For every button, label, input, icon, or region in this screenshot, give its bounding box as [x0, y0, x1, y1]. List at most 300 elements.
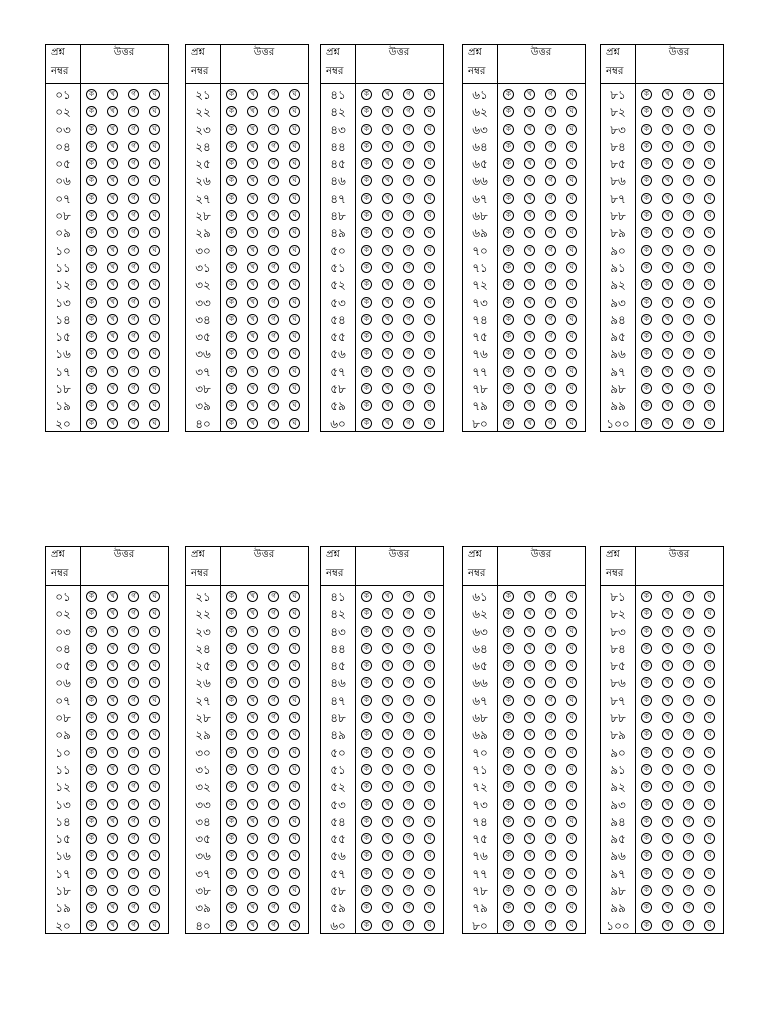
answer-bubble[interactable]: ঘ: [289, 227, 300, 238]
answer-bubble[interactable]: গ: [128, 141, 139, 152]
answer-bubble[interactable]: ক: [641, 764, 652, 775]
answer-bubble[interactable]: ক: [503, 89, 514, 100]
answer-bubble[interactable]: খ: [662, 799, 673, 810]
answer-bubble[interactable]: খ: [662, 729, 673, 740]
answer-bubble[interactable]: গ: [545, 643, 556, 654]
answer-bubble[interactable]: খ: [107, 210, 118, 221]
answer-bubble[interactable]: খ: [524, 591, 535, 602]
answer-bubble[interactable]: গ: [268, 297, 279, 308]
answer-bubble[interactable]: গ: [683, 314, 694, 325]
answer-bubble[interactable]: খ: [524, 262, 535, 273]
answer-bubble[interactable]: গ: [268, 695, 279, 706]
answer-bubble[interactable]: খ: [524, 608, 535, 619]
answer-bubble[interactable]: ঘ: [566, 348, 577, 359]
answer-bubble[interactable]: ক: [226, 245, 237, 256]
answer-bubble[interactable]: ঘ: [424, 210, 435, 221]
answer-bubble[interactable]: ক: [641, 816, 652, 827]
answer-bubble[interactable]: ক: [361, 920, 372, 931]
answer-bubble[interactable]: গ: [128, 764, 139, 775]
answer-bubble[interactable]: ক: [86, 920, 97, 931]
answer-bubble[interactable]: গ: [403, 729, 414, 740]
answer-bubble[interactable]: খ: [382, 695, 393, 706]
answer-bubble[interactable]: খ: [247, 383, 258, 394]
answer-bubble[interactable]: ক: [503, 400, 514, 411]
answer-bubble[interactable]: ক: [503, 833, 514, 844]
answer-bubble[interactable]: ঘ: [424, 366, 435, 377]
answer-bubble[interactable]: গ: [545, 868, 556, 879]
answer-bubble[interactable]: খ: [382, 591, 393, 602]
answer-bubble[interactable]: ঘ: [149, 660, 160, 671]
answer-bubble[interactable]: ঘ: [704, 331, 715, 342]
answer-bubble[interactable]: খ: [247, 764, 258, 775]
answer-bubble[interactable]: ঘ: [289, 764, 300, 775]
answer-bubble[interactable]: গ: [403, 106, 414, 117]
answer-bubble[interactable]: খ: [107, 348, 118, 359]
answer-bubble[interactable]: গ: [268, 279, 279, 290]
answer-bubble[interactable]: গ: [128, 677, 139, 688]
answer-bubble[interactable]: ঘ: [149, 608, 160, 619]
answer-bubble[interactable]: খ: [107, 383, 118, 394]
answer-bubble[interactable]: ঘ: [704, 660, 715, 671]
answer-bubble[interactable]: খ: [662, 833, 673, 844]
answer-bubble[interactable]: গ: [545, 695, 556, 706]
answer-bubble[interactable]: গ: [128, 262, 139, 273]
answer-bubble[interactable]: খ: [247, 331, 258, 342]
answer-bubble[interactable]: খ: [247, 124, 258, 135]
answer-bubble[interactable]: ক: [86, 124, 97, 135]
answer-bubble[interactable]: ক: [641, 799, 652, 810]
answer-bubble[interactable]: গ: [268, 920, 279, 931]
answer-bubble[interactable]: ঘ: [424, 868, 435, 879]
answer-bubble[interactable]: খ: [662, 279, 673, 290]
answer-bubble[interactable]: গ: [403, 175, 414, 186]
answer-bubble[interactable]: ঘ: [566, 245, 577, 256]
answer-bubble[interactable]: ক: [226, 781, 237, 792]
answer-bubble[interactable]: ক: [86, 833, 97, 844]
answer-bubble[interactable]: গ: [683, 712, 694, 723]
answer-bubble[interactable]: খ: [107, 245, 118, 256]
answer-bubble[interactable]: খ: [247, 591, 258, 602]
answer-bubble[interactable]: ক: [503, 920, 514, 931]
answer-bubble[interactable]: ক: [361, 193, 372, 204]
answer-bubble[interactable]: ক: [361, 626, 372, 637]
answer-bubble[interactable]: খ: [247, 885, 258, 896]
answer-bubble[interactable]: গ: [545, 124, 556, 135]
answer-bubble[interactable]: ক: [361, 262, 372, 273]
answer-bubble[interactable]: গ: [403, 89, 414, 100]
answer-bubble[interactable]: গ: [128, 175, 139, 186]
answer-bubble[interactable]: ক: [641, 626, 652, 637]
answer-bubble[interactable]: খ: [524, 816, 535, 827]
answer-bubble[interactable]: ঘ: [424, 799, 435, 810]
answer-bubble[interactable]: ঘ: [566, 920, 577, 931]
answer-bubble[interactable]: গ: [683, 695, 694, 706]
answer-bubble[interactable]: গ: [268, 677, 279, 688]
answer-bubble[interactable]: ঘ: [424, 850, 435, 861]
answer-bubble[interactable]: খ: [382, 383, 393, 394]
answer-bubble[interactable]: ক: [503, 902, 514, 913]
answer-bubble[interactable]: খ: [107, 920, 118, 931]
answer-bubble[interactable]: খ: [107, 868, 118, 879]
answer-bubble[interactable]: ঘ: [149, 677, 160, 688]
answer-bubble[interactable]: ক: [226, 297, 237, 308]
answer-bubble[interactable]: গ: [128, 902, 139, 913]
answer-bubble[interactable]: গ: [128, 297, 139, 308]
answer-bubble[interactable]: গ: [268, 799, 279, 810]
answer-bubble[interactable]: খ: [382, 210, 393, 221]
answer-bubble[interactable]: গ: [545, 175, 556, 186]
answer-bubble[interactable]: ক: [641, 210, 652, 221]
answer-bubble[interactable]: খ: [524, 729, 535, 740]
answer-bubble[interactable]: গ: [268, 314, 279, 325]
answer-bubble[interactable]: খ: [662, 193, 673, 204]
answer-bubble[interactable]: ঘ: [149, 643, 160, 654]
answer-bubble[interactable]: গ: [545, 383, 556, 394]
answer-bubble[interactable]: খ: [662, 660, 673, 671]
answer-bubble[interactable]: ঘ: [704, 591, 715, 602]
answer-bubble[interactable]: গ: [128, 158, 139, 169]
answer-bubble[interactable]: গ: [545, 262, 556, 273]
answer-bubble[interactable]: ঘ: [566, 124, 577, 135]
answer-bubble[interactable]: ঘ: [149, 124, 160, 135]
answer-bubble[interactable]: গ: [545, 920, 556, 931]
answer-bubble[interactable]: খ: [662, 902, 673, 913]
answer-bubble[interactable]: খ: [382, 799, 393, 810]
answer-bubble[interactable]: ঘ: [149, 799, 160, 810]
answer-bubble[interactable]: ঘ: [289, 833, 300, 844]
answer-bubble[interactable]: ক: [503, 660, 514, 671]
answer-bubble[interactable]: খ: [662, 747, 673, 758]
answer-bubble[interactable]: গ: [128, 885, 139, 896]
answer-bubble[interactable]: ঘ: [566, 747, 577, 758]
answer-bubble[interactable]: খ: [662, 210, 673, 221]
answer-bubble[interactable]: ঘ: [424, 712, 435, 723]
answer-bubble[interactable]: ক: [361, 868, 372, 879]
answer-bubble[interactable]: খ: [247, 729, 258, 740]
answer-bubble[interactable]: ক: [503, 695, 514, 706]
answer-bubble[interactable]: গ: [545, 850, 556, 861]
answer-bubble[interactable]: ঘ: [289, 383, 300, 394]
answer-bubble[interactable]: খ: [247, 193, 258, 204]
answer-bubble[interactable]: খ: [107, 885, 118, 896]
answer-bubble[interactable]: ক: [641, 227, 652, 238]
answer-bubble[interactable]: গ: [403, 400, 414, 411]
answer-bubble[interactable]: গ: [403, 314, 414, 325]
answer-bubble[interactable]: ক: [503, 850, 514, 861]
answer-bubble[interactable]: গ: [128, 279, 139, 290]
answer-bubble[interactable]: ঘ: [424, 885, 435, 896]
answer-bubble[interactable]: ঘ: [704, 885, 715, 896]
answer-bubble[interactable]: ক: [361, 643, 372, 654]
answer-bubble[interactable]: ক: [226, 106, 237, 117]
answer-bubble[interactable]: ঘ: [566, 400, 577, 411]
answer-bubble[interactable]: ক: [641, 124, 652, 135]
answer-bubble[interactable]: ঘ: [424, 383, 435, 394]
answer-bubble[interactable]: গ: [128, 366, 139, 377]
answer-bubble[interactable]: গ: [683, 902, 694, 913]
answer-bubble[interactable]: গ: [545, 210, 556, 221]
answer-bubble[interactable]: ঘ: [424, 106, 435, 117]
answer-bubble[interactable]: গ: [128, 89, 139, 100]
answer-bubble[interactable]: গ: [128, 660, 139, 671]
answer-bubble[interactable]: খ: [524, 124, 535, 135]
answer-bubble[interactable]: খ: [382, 193, 393, 204]
answer-bubble[interactable]: খ: [382, 297, 393, 308]
answer-bubble[interactable]: খ: [524, 106, 535, 117]
answer-bubble[interactable]: গ: [683, 158, 694, 169]
answer-bubble[interactable]: ক: [641, 158, 652, 169]
answer-bubble[interactable]: গ: [683, 383, 694, 394]
answer-bubble[interactable]: খ: [107, 677, 118, 688]
answer-bubble[interactable]: ঘ: [424, 314, 435, 325]
answer-bubble[interactable]: গ: [128, 418, 139, 429]
answer-bubble[interactable]: খ: [107, 747, 118, 758]
answer-bubble[interactable]: ক: [86, 885, 97, 896]
answer-bubble[interactable]: গ: [545, 106, 556, 117]
answer-bubble[interactable]: গ: [403, 297, 414, 308]
answer-bubble[interactable]: ঘ: [704, 158, 715, 169]
answer-bubble[interactable]: ঘ: [704, 124, 715, 135]
answer-bubble[interactable]: ক: [361, 850, 372, 861]
answer-bubble[interactable]: খ: [662, 643, 673, 654]
answer-bubble[interactable]: খ: [662, 816, 673, 827]
answer-bubble[interactable]: ঘ: [424, 193, 435, 204]
answer-bubble[interactable]: খ: [524, 747, 535, 758]
answer-bubble[interactable]: ঘ: [424, 158, 435, 169]
answer-bubble[interactable]: গ: [545, 348, 556, 359]
answer-bubble[interactable]: খ: [524, 227, 535, 238]
answer-bubble[interactable]: গ: [403, 366, 414, 377]
answer-bubble[interactable]: ক: [226, 660, 237, 671]
answer-bubble[interactable]: গ: [128, 348, 139, 359]
answer-bubble[interactable]: গ: [403, 833, 414, 844]
answer-bubble[interactable]: খ: [107, 626, 118, 637]
answer-bubble[interactable]: খ: [247, 366, 258, 377]
answer-bubble[interactable]: ঘ: [704, 175, 715, 186]
answer-bubble[interactable]: ঘ: [289, 314, 300, 325]
answer-bubble[interactable]: গ: [403, 626, 414, 637]
answer-bubble[interactable]: গ: [545, 331, 556, 342]
answer-bubble[interactable]: ঘ: [704, 626, 715, 637]
answer-bubble[interactable]: ক: [641, 868, 652, 879]
answer-bubble[interactable]: খ: [247, 227, 258, 238]
answer-bubble[interactable]: ক: [503, 781, 514, 792]
answer-bubble[interactable]: ঘ: [704, 348, 715, 359]
answer-bubble[interactable]: ক: [226, 712, 237, 723]
answer-bubble[interactable]: খ: [107, 314, 118, 325]
answer-bubble[interactable]: ক: [86, 366, 97, 377]
answer-bubble[interactable]: ঘ: [704, 608, 715, 619]
answer-bubble[interactable]: গ: [403, 262, 414, 273]
answer-bubble[interactable]: ক: [226, 89, 237, 100]
answer-bubble[interactable]: ক: [86, 106, 97, 117]
answer-bubble[interactable]: ঘ: [289, 400, 300, 411]
answer-bubble[interactable]: ঘ: [424, 227, 435, 238]
answer-bubble[interactable]: ক: [641, 729, 652, 740]
answer-bubble[interactable]: ক: [641, 175, 652, 186]
answer-bubble[interactable]: ক: [226, 816, 237, 827]
answer-bubble[interactable]: গ: [683, 227, 694, 238]
answer-bubble[interactable]: খ: [382, 747, 393, 758]
answer-bubble[interactable]: ঘ: [424, 89, 435, 100]
answer-bubble[interactable]: ক: [641, 193, 652, 204]
answer-bubble[interactable]: ঘ: [704, 920, 715, 931]
answer-bubble[interactable]: ঘ: [424, 331, 435, 342]
answer-bubble[interactable]: ঘ: [566, 175, 577, 186]
answer-bubble[interactable]: ঘ: [566, 677, 577, 688]
answer-bubble[interactable]: ক: [226, 400, 237, 411]
answer-bubble[interactable]: খ: [107, 781, 118, 792]
answer-bubble[interactable]: ক: [226, 729, 237, 740]
answer-bubble[interactable]: ঘ: [289, 902, 300, 913]
answer-bubble[interactable]: ঘ: [149, 920, 160, 931]
answer-bubble[interactable]: খ: [107, 833, 118, 844]
answer-bubble[interactable]: খ: [107, 608, 118, 619]
answer-bubble[interactable]: খ: [662, 868, 673, 879]
answer-bubble[interactable]: খ: [382, 885, 393, 896]
answer-bubble[interactable]: গ: [683, 366, 694, 377]
answer-bubble[interactable]: গ: [268, 141, 279, 152]
answer-bubble[interactable]: গ: [268, 262, 279, 273]
answer-bubble[interactable]: ঘ: [149, 89, 160, 100]
answer-bubble[interactable]: ঘ: [289, 677, 300, 688]
answer-bubble[interactable]: ক: [86, 418, 97, 429]
answer-bubble[interactable]: গ: [128, 227, 139, 238]
answer-bubble[interactable]: ঘ: [424, 175, 435, 186]
answer-bubble[interactable]: খ: [662, 781, 673, 792]
answer-bubble[interactable]: খ: [524, 643, 535, 654]
answer-bubble[interactable]: ঘ: [289, 89, 300, 100]
answer-bubble[interactable]: খ: [662, 366, 673, 377]
answer-bubble[interactable]: গ: [683, 141, 694, 152]
answer-bubble[interactable]: খ: [107, 816, 118, 827]
answer-bubble[interactable]: ঘ: [566, 816, 577, 827]
answer-bubble[interactable]: গ: [268, 747, 279, 758]
answer-bubble[interactable]: খ: [662, 885, 673, 896]
answer-bubble[interactable]: গ: [268, 643, 279, 654]
answer-bubble[interactable]: গ: [268, 124, 279, 135]
answer-bubble[interactable]: ক: [361, 348, 372, 359]
answer-bubble[interactable]: গ: [268, 175, 279, 186]
answer-bubble[interactable]: ক: [503, 348, 514, 359]
answer-bubble[interactable]: ক: [503, 729, 514, 740]
answer-bubble[interactable]: ক: [361, 816, 372, 827]
answer-bubble[interactable]: খ: [247, 245, 258, 256]
answer-bubble[interactable]: গ: [683, 643, 694, 654]
answer-bubble[interactable]: খ: [382, 175, 393, 186]
answer-bubble[interactable]: গ: [403, 383, 414, 394]
answer-bubble[interactable]: ঘ: [289, 106, 300, 117]
answer-bubble[interactable]: ক: [641, 262, 652, 273]
answer-bubble[interactable]: গ: [403, 920, 414, 931]
answer-bubble[interactable]: ক: [361, 227, 372, 238]
answer-bubble[interactable]: খ: [662, 677, 673, 688]
answer-bubble[interactable]: গ: [545, 660, 556, 671]
answer-bubble[interactable]: গ: [268, 626, 279, 637]
answer-bubble[interactable]: খ: [247, 712, 258, 723]
answer-bubble[interactable]: খ: [524, 331, 535, 342]
answer-bubble[interactable]: খ: [662, 712, 673, 723]
answer-bubble[interactable]: খ: [107, 141, 118, 152]
answer-bubble[interactable]: খ: [662, 920, 673, 931]
answer-bubble[interactable]: ক: [503, 314, 514, 325]
answer-bubble[interactable]: গ: [545, 902, 556, 913]
answer-bubble[interactable]: ঘ: [149, 141, 160, 152]
answer-bubble[interactable]: ঘ: [566, 712, 577, 723]
answer-bubble[interactable]: ক: [503, 227, 514, 238]
answer-bubble[interactable]: গ: [268, 106, 279, 117]
answer-bubble[interactable]: ঘ: [566, 383, 577, 394]
answer-bubble[interactable]: খ: [107, 158, 118, 169]
answer-bubble[interactable]: ক: [361, 400, 372, 411]
answer-bubble[interactable]: গ: [403, 781, 414, 792]
answer-bubble[interactable]: খ: [247, 643, 258, 654]
answer-bubble[interactable]: ক: [503, 712, 514, 723]
answer-bubble[interactable]: ঘ: [566, 106, 577, 117]
answer-bubble[interactable]: ক: [226, 348, 237, 359]
answer-bubble[interactable]: খ: [662, 591, 673, 602]
answer-bubble[interactable]: গ: [268, 383, 279, 394]
answer-bubble[interactable]: ক: [641, 89, 652, 100]
answer-bubble[interactable]: ক: [226, 418, 237, 429]
answer-bubble[interactable]: ঘ: [704, 902, 715, 913]
answer-bubble[interactable]: ক: [361, 89, 372, 100]
answer-bubble[interactable]: ক: [226, 764, 237, 775]
answer-bubble[interactable]: খ: [382, 89, 393, 100]
answer-bubble[interactable]: ক: [361, 297, 372, 308]
answer-bubble[interactable]: ঘ: [149, 193, 160, 204]
answer-bubble[interactable]: গ: [403, 348, 414, 359]
answer-bubble[interactable]: গ: [683, 262, 694, 273]
answer-bubble[interactable]: ঘ: [424, 141, 435, 152]
answer-bubble[interactable]: খ: [107, 400, 118, 411]
answer-bubble[interactable]: গ: [128, 729, 139, 740]
answer-bubble[interactable]: ক: [226, 850, 237, 861]
answer-bubble[interactable]: ক: [86, 781, 97, 792]
answer-bubble[interactable]: খ: [247, 262, 258, 273]
answer-bubble[interactable]: ক: [86, 712, 97, 723]
answer-bubble[interactable]: ঘ: [289, 366, 300, 377]
answer-bubble[interactable]: ঘ: [704, 314, 715, 325]
answer-bubble[interactable]: গ: [268, 400, 279, 411]
answer-bubble[interactable]: গ: [128, 314, 139, 325]
answer-bubble[interactable]: খ: [107, 297, 118, 308]
answer-bubble[interactable]: ঘ: [566, 885, 577, 896]
answer-bubble[interactable]: ঘ: [424, 660, 435, 671]
answer-bubble[interactable]: ঘ: [424, 781, 435, 792]
answer-bubble[interactable]: গ: [128, 591, 139, 602]
answer-bubble[interactable]: ঘ: [704, 747, 715, 758]
answer-bubble[interactable]: খ: [247, 799, 258, 810]
answer-bubble[interactable]: গ: [545, 833, 556, 844]
answer-bubble[interactable]: গ: [683, 124, 694, 135]
answer-bubble[interactable]: ক: [503, 383, 514, 394]
answer-bubble[interactable]: ক: [86, 245, 97, 256]
answer-bubble[interactable]: ক: [361, 158, 372, 169]
answer-bubble[interactable]: ঘ: [289, 850, 300, 861]
answer-bubble[interactable]: গ: [268, 158, 279, 169]
answer-bubble[interactable]: খ: [247, 868, 258, 879]
answer-bubble[interactable]: ঘ: [289, 799, 300, 810]
answer-bubble[interactable]: খ: [662, 764, 673, 775]
answer-bubble[interactable]: ক: [86, 193, 97, 204]
answer-bubble[interactable]: খ: [524, 660, 535, 671]
answer-bubble[interactable]: খ: [662, 850, 673, 861]
answer-bubble[interactable]: গ: [683, 729, 694, 740]
answer-bubble[interactable]: ক: [641, 781, 652, 792]
answer-bubble[interactable]: ক: [86, 400, 97, 411]
answer-bubble[interactable]: গ: [545, 366, 556, 377]
